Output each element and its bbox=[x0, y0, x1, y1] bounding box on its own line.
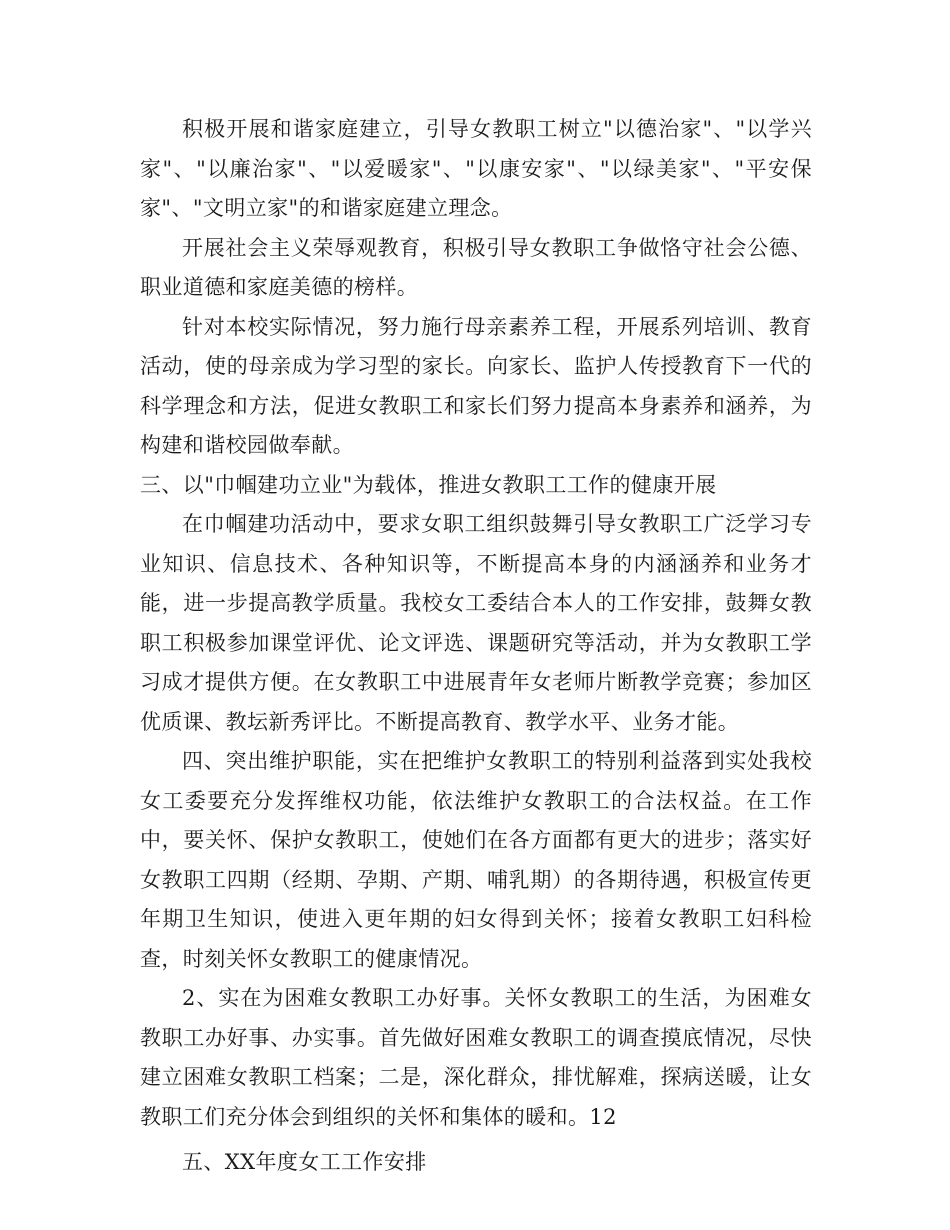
paragraph-help-difficult: 2、实在为困难女教职工办好事。关怀女教职工的生活，为困难女教职工办好事、办实事。首先做好困难女教职工的调查摸底情况，尽快建立困难女教职工档案；二是，深化群众，排忧解难，探病送暖，让女教职工们充分体会到组织的关怀和集体的暖和。12 bbox=[140, 986, 812, 1129]
section-heading-5: 五、XX年度女工工作安排 bbox=[182, 1150, 427, 1174]
paragraph-harmonious-family: 积极开展和谐家庭建立，引导女教职工树立"以德治家"、"以学兴家"、"以廉治家"、"以爱暖家"、"以康安家"、"以绿美家"、"平安保家"、"文明立家"的和谐家庭建立理念。 bbox=[140, 117, 812, 220]
paragraph-achievement: 在巾帼建功活动中，要求女职工组织鼓舞引导女教职工广泛学习专业知识、信息技术、各种知识等，不断提高本身的内涵涵养和业务才能，进一步提高教学质量。我校女工委结合本人的工作安排，鼓舞女教职工积极参加课堂评优、论文评选、课题研究等活动，并为女教职工学习成才提供方便。在女教职工中进展青年女老师片断教学竞赛；参加区优质课、教坛新秀评比。不断提高教育、教学水平、业务才能。 bbox=[140, 512, 812, 734]
section-heading-3: 三、以"巾帼建功立业"为载体，推进女教职工工作的健康开展 bbox=[140, 472, 717, 497]
paragraph-mother-literacy: 针对本校实际情况，努力施行母亲素养工程，开展系列培训、教育活动，使的母亲成为学习型的家长。向家长、监护人传授教育下一代的科学理念和方法，促进女教职工和家长们努力提高本身素养和涵养，为构建和谐校园做奉献。 bbox=[140, 314, 812, 457]
document-body bbox=[140, 110, 812, 1183]
paragraph-rights-protection: 四、突出维护职能，实在把维护女教职工的特别利益落到实处我校女工委要充分发挥维权功能，依法维护女教职工的合法权益。在工作中，要关怀、保护女教职工，使她们在各方面都有更大的进步；落实好女教职工四期（经期、孕期、产期、哺乳期）的各期待遇，积极宣传更年期卫生知识，使进入更年期的妇女得到关怀；接着女教职工妇科检查，时刻关怀女教职工的健康情况。 bbox=[140, 749, 812, 971]
paragraph-honor-education: 开展社会主义荣辱观教育，积极引导女教职工争做恪守社会公德、职业道德和家庭美德的榜样。 bbox=[140, 235, 812, 299]
